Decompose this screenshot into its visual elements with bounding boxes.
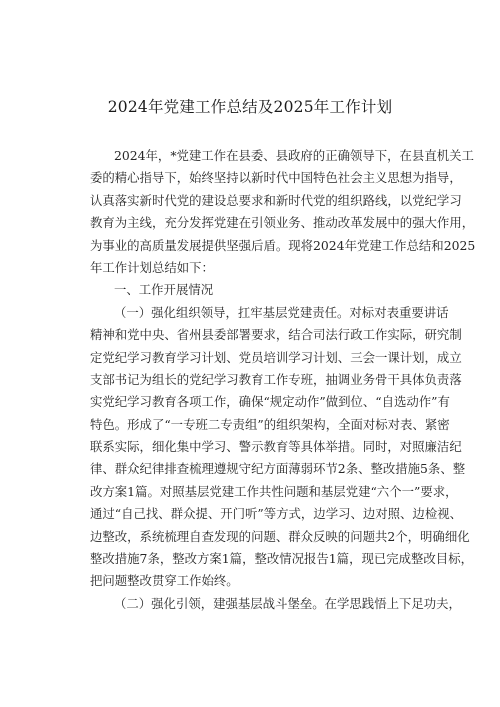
- body-line: 整改措施7条，整改方案1篇，整改情况报告1篇，现已完成整改目标，: [90, 551, 473, 567]
- body-line: 委的精心指导下，始终坚持以新时代中国特色社会主义思想为指导，: [90, 170, 462, 186]
- body-line: 支部书记为组长的党纪学习教育工作专班，抽调业务骨干具体负责落: [90, 371, 462, 387]
- document-title: 2024年党建工作总结及2025年工作计划: [107, 98, 393, 116]
- body-line: 教育为主线，充分发挥党建在引领业务、推动改革发展中的强大作用，: [90, 215, 475, 231]
- body-line: 为事业的高质量发展提供坚强后盾。现将2024年党建工作总结和2025: [90, 237, 476, 253]
- body-line: （二）强化引领，建强基层战斗堡垒。在学思践悟上下足功夫，: [114, 595, 461, 611]
- body-line: 实党纪学习教育各项工作，确保“规定动作”做到位、“自选动作”有: [90, 394, 450, 410]
- body-line: 定党纪学习教育学习计划、党员培训学习计划、三会一课计划，成立: [90, 349, 462, 365]
- body-line: 认真落实新时代党的建设总要求和新时代党的组织路线，以党纪学习: [90, 192, 462, 208]
- body-line: 2024年，*党建工作在县委、县政府的正确领导下，在县直机关工: [114, 148, 474, 163]
- body-line: 年工作计划总结如下：: [90, 259, 214, 275]
- body-line: 特色。形成了“一专班二专责组”的组织架构，全面对标对表、紧密: [90, 416, 450, 432]
- body-line: （一）强化组织领导，扛牢基层党建责任。对标对表重要讲话: [114, 304, 449, 320]
- body-line: 通过“自己找、群众提、开门听”等方式，边学习、边对照、边检视、: [90, 506, 462, 522]
- body-line: 一、工作开展情况: [114, 282, 214, 298]
- body-line: 改方案1篇。对照基层党建工作共性问题和基层党建“六个一”要求，: [90, 483, 458, 499]
- document-body: [90, 145, 476, 615]
- body-line: 律、群众纪律排查梳理遵规守纪方面薄弱环节2条、整改措施5条、整: [90, 461, 466, 477]
- body-line: 联系实际，细化集中学习、警示教育等具体举措。同时，对照廉洁纪: [90, 439, 462, 455]
- body-line: 精神和党中央、省州县委部署要求，结合司法行政工作实际，研究制: [90, 327, 462, 343]
- body-line: 把问题整改贯穿工作始终。: [90, 573, 239, 589]
- body-line: 边整改，系统梳理自查发现的问题、群众反映的问题共2个，明确细化: [90, 528, 470, 544]
